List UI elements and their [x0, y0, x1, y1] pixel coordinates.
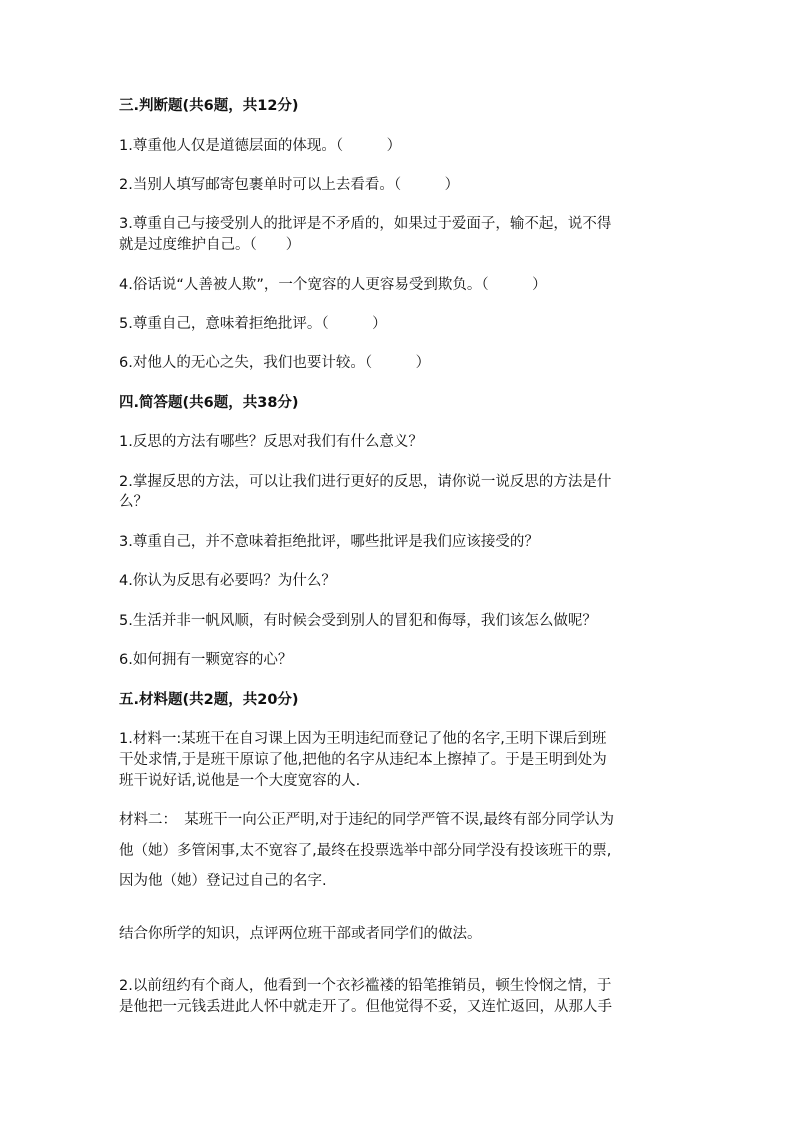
question-4-2-line2: 么？: [119, 494, 148, 510]
material-2-line1: 材料二： 某班干一向公正严明,对于违纪的同学严管不误,最终有部分同学认为: [119, 812, 614, 828]
question-4-6: 6.如何拥有一颗宽容的心？: [119, 652, 293, 668]
question-4-4: 4.你认为反思有必要吗？为什么？: [119, 573, 336, 589]
question-4-3: 3.尊重自己，并不意味着拒绝批评，哪些批评是我们应该接受的？: [119, 534, 539, 550]
question-3-1: 1.尊重他人仅是道德层面的体现。（ ）: [119, 138, 402, 154]
question-5-2-line1: 2.以前纽约有个商人，他看到一个衣衫褴褛的铅笔推销员，顿生怜悯之情，于: [119, 978, 612, 994]
material-1-line1: 1.材料一:某班干在自习课上因为王明违纪而登记了他的名字,王明下课后到班: [119, 731, 607, 747]
question-5-2-line2: 是他把一元钱丢进此人怀中就走开了。但他觉得不妥，又连忙返回，从那人手: [119, 999, 612, 1015]
question-3-4: 4.俗话说“人善被人欺”，一个宽容的人更容易受到欺负。（ ）: [119, 277, 547, 293]
question-3-5: 5.尊重自己，意味着拒绝批评。（ ）: [119, 316, 387, 332]
material-task: 结合你所学的知识，点评两位班干部或者同学们的做法。: [119, 926, 482, 942]
section-3-heading: 三.判断题(共6题，共12分): [119, 98, 299, 114]
question-4-2-line1: 2.掌握反思的方法，可以让我们进行更好的反思，请你说一说反思的方法是什: [119, 474, 612, 490]
question-4-5: 5.生活并非一帆风顺，有时候会受到别人的冒犯和侮辱，我们该怎么做呢？: [119, 613, 597, 629]
material-2-line2: 他（她）多管闲事,太不宽容了,最终在投票选举中部分同学没有投该班干的票,: [119, 843, 612, 859]
question-4-1: 1.反思的方法有哪些？反思对我们有什么意义？: [119, 434, 423, 450]
question-3-6: 6.对他人的无心之失，我们也要计较。（ ）: [119, 355, 431, 371]
question-3-3-line1: 3.尊重自己与接受别人的批评是不矛盾的，如果过于爱面子，输不起，说不得: [119, 216, 612, 232]
material-1-line3: 班干说好话,说他是一个大度宽容的人.: [119, 773, 361, 789]
section-4-heading: 四.简答题(共6题，共38分): [119, 395, 299, 411]
question-3-3-line2: 就是过度维护自己。（ ）: [119, 237, 301, 253]
section-5-heading: 五.材料题(共2题，共20分): [119, 692, 299, 708]
material-1-line2: 干处求情,于是班干原谅了他,把他的名字从违纪本上擦掉了。于是王明到处为: [119, 752, 607, 768]
question-3-2: 2.当别人填写邮寄包裹单时可以上去看看。（ ）: [119, 177, 460, 193]
material-2-line3: 因为他（她）登记过自己的名字.: [119, 873, 327, 889]
